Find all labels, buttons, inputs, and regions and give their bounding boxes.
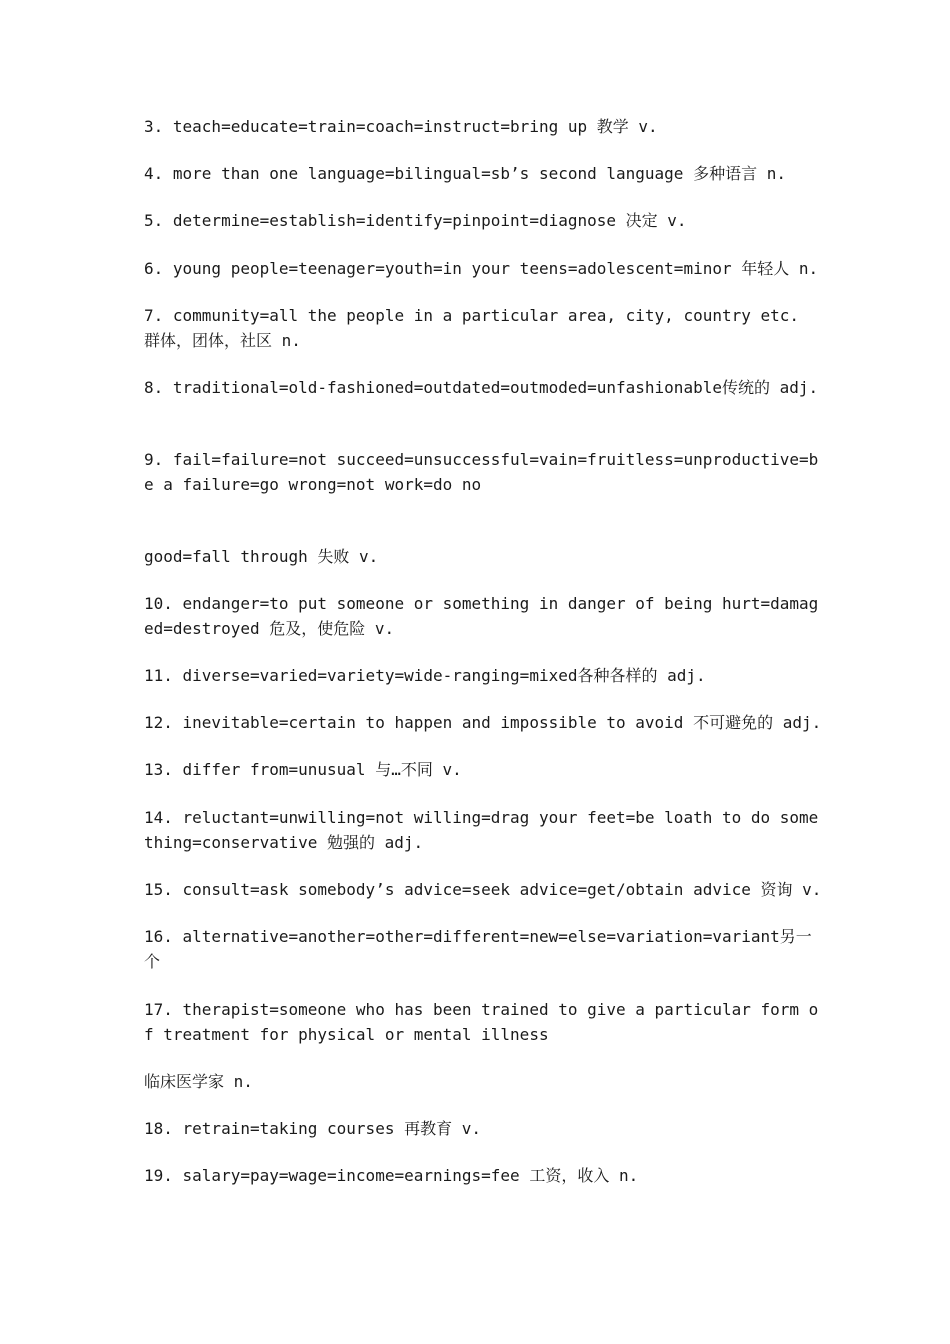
- entry-4: 4. more than one language=bilingual=sb’s second language 多种语言 n.: [144, 164, 786, 183]
- entry-13: 13. differ from=unusual 与…不同 v.: [144, 760, 462, 779]
- entry-6: 6. young people=teenager=youth=in your teens=adolescent=minor 年轻人 n.: [144, 259, 819, 278]
- entry-9-continued: good=fall through 失败 v.: [144, 547, 379, 566]
- entry-8: 8. traditional=old-fashioned=outdated=outmoded=unfashionable传统的 adj.: [144, 378, 819, 397]
- entry-14: 14. reluctant=unwilling=not willing=drag your feet=be loath to do something=conservative 勉强的 adj.: [144, 808, 819, 852]
- entry-16: 16. alternative=another=other=different=new=else=variation=variant另一个: [144, 927, 812, 971]
- entry-9: 9. fail=failure=not succeed=unsuccessful=vain=fruitless=unproductive=be a failure=go wrong=not work=do no: [144, 450, 819, 494]
- entry-3: 3. teach=educate=train=coach=instruct=bring up 教学 v.: [144, 117, 658, 136]
- entry-7: 7. community=all the people in a particular area, city, country etc. 群体，团体，社区 n.: [144, 306, 809, 350]
- entry-15: 15. consult=ask somebody’s advice=seek advice=get/obtain advice 资询 v.: [144, 880, 822, 899]
- entry-18: 18. retrain=taking courses 再教育 v.: [144, 1119, 481, 1138]
- entry-10: 10. endanger=to put someone or something in danger of being hurt=damaged=destroyed 危及，使危险 v.: [144, 594, 819, 638]
- entry-12: 12. inevitable=certain to happen and impossible to avoid 不可避免的 adj.: [144, 713, 822, 732]
- entry-17: 17. therapist=someone who has been trained to give a particular form of treatment for physical or mental illness: [144, 1000, 819, 1044]
- entry-11: 11. diverse=varied=variety=wide-ranging=mixed各种各样的 adj.: [144, 666, 706, 685]
- entry-17-continued: 临床医学家 n.: [144, 1072, 253, 1091]
- entry-19: 19. salary=pay=wage=income=earnings=fee 工资，收入 n.: [144, 1166, 639, 1185]
- entry-5: 5. determine=establish=identify=pinpoint=diagnose 决定 v.: [144, 211, 687, 230]
